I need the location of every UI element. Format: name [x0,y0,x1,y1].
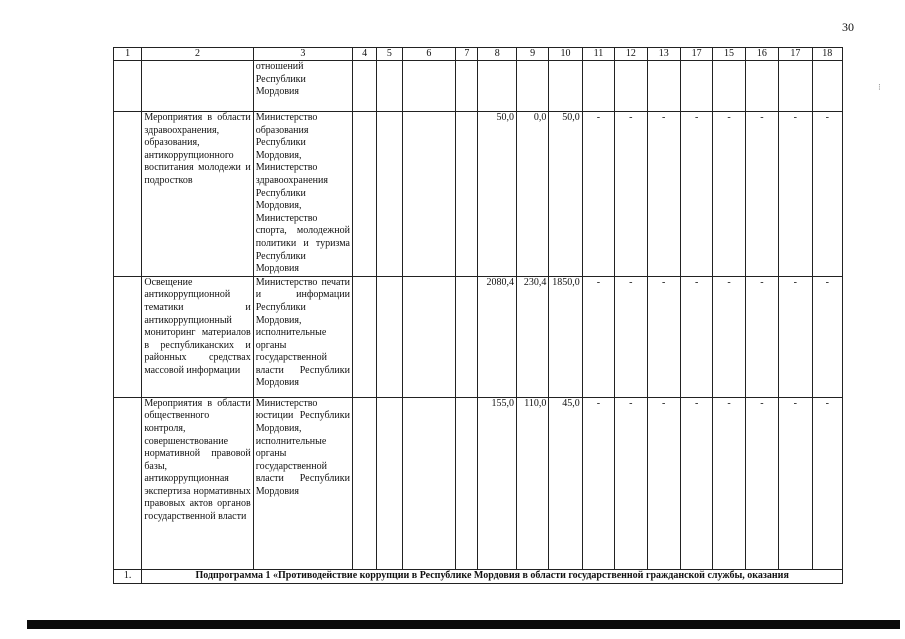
federal-cell: 110,0 [516,397,548,569]
republic-cell [549,61,582,112]
column-header: 5 [377,48,402,61]
column-header: 4 [352,48,376,61]
scan-mark: ⁝ [878,82,881,92]
republic-cell: 1850,0 [549,276,582,397]
republic-cell: 45,0 [549,397,582,569]
column-header: 2 [142,48,253,61]
total-cell: 2080,4 [478,276,516,397]
column-header: 12 [615,48,647,61]
executor-cell: Министерство образования Республики Мордовия, Министерство здравоохранения Республики Мордовия, Министерство спорта, молодежной политики и туризма Республики Мордовия [253,112,352,277]
measure-cell: Мероприятия в области здравоохранения, образования, антикоррупционного воспитания молодежи и подростков [142,112,253,277]
table-row: Мероприятия в области общественного контроля, совершенствование нормативной правовой базы, антикоррупционная экспертиза нормативных правовых актов органов государственной власти Министерство юстиции Республики Мордовия, исполнительные органы государственной власти Республики Мордовия 155,0 110,0 45,0 - - - - - - - - [114,397,843,569]
page-number: 30 [842,20,854,34]
federal-cell: 0,0 [516,112,548,277]
subprogram-row [114,569,843,583]
column-header: 18 [812,48,842,61]
column-header: 9 [516,48,548,61]
column-header: 16 [745,48,778,61]
column-header: 6 [402,48,456,61]
republic-cell: 50,0 [549,112,582,277]
column-header: 8 [478,48,516,61]
table-row [114,61,843,112]
program-table [113,47,843,584]
measure-cell [142,61,253,112]
column-header: 1 [114,48,142,61]
subprogram-title: Подпрограмма 1 «Противодействие коррупции в Республике Мордовия в области государственной гражданской службы, оказания [142,569,843,583]
total-cell [478,61,516,112]
executor-cell: Министерство юстиции Республики Мордовия, исполнительные органы государственной власти Республики Мордовия [253,397,352,569]
measure-cell: Освещение антикоррупционной тематики и антикоррупционный мониторинг материалов в республиканских и районных средствах массовой информации [142,276,253,397]
federal-cell: 230,4 [516,276,548,397]
column-header: 15 [713,48,745,61]
total-cell: 155,0 [478,397,516,569]
table-row: Освещение антикоррупционной тематики и антикоррупционный мониторинг материалов в республиканских и районных средствах массовой информации Министерство печати и информации Республики Мордовия, исполнительные органы государственной власти Республики Мордовия 2080,4 230,4 1850,0 - - - - - - - - [114,276,843,397]
executor-cell: Министерство печати и информации Республики Мордовия, исполнительные органы государственной власти Республики Мордовия [253,276,352,397]
column-number-row [114,48,843,61]
scan-edge [27,620,900,629]
measure-cell: Мероприятия в области общественного контроля, совершенствование нормативной правовой базы, антикоррупционная экспертиза нормативных правовых актов органов государственной власти [142,397,253,569]
column-header: 13 [647,48,680,61]
executor-cell: отношений Республики Мордовия [253,61,352,112]
column-header: 7 [456,48,478,61]
column-header: 17 [680,48,712,61]
total-cell: 50,0 [478,112,516,277]
federal-cell [516,61,548,112]
column-header: 11 [582,48,614,61]
column-header: 10 [549,48,582,61]
table-row: Мероприятия в области здравоохранения, образования, антикоррупционного воспитания молодежи и подростков Министерство образования Республики Мордовия, Министерство здравоохранения Республики Мордовия, Министерство спорта, молодежной политики и туризма Республики Мордовия 50,0 0,0 50,0 - - - - - - - - [114,112,843,277]
column-header: 3 [253,48,352,61]
column-header: 17 [779,48,812,61]
subprogram-number: 1. [114,569,142,583]
